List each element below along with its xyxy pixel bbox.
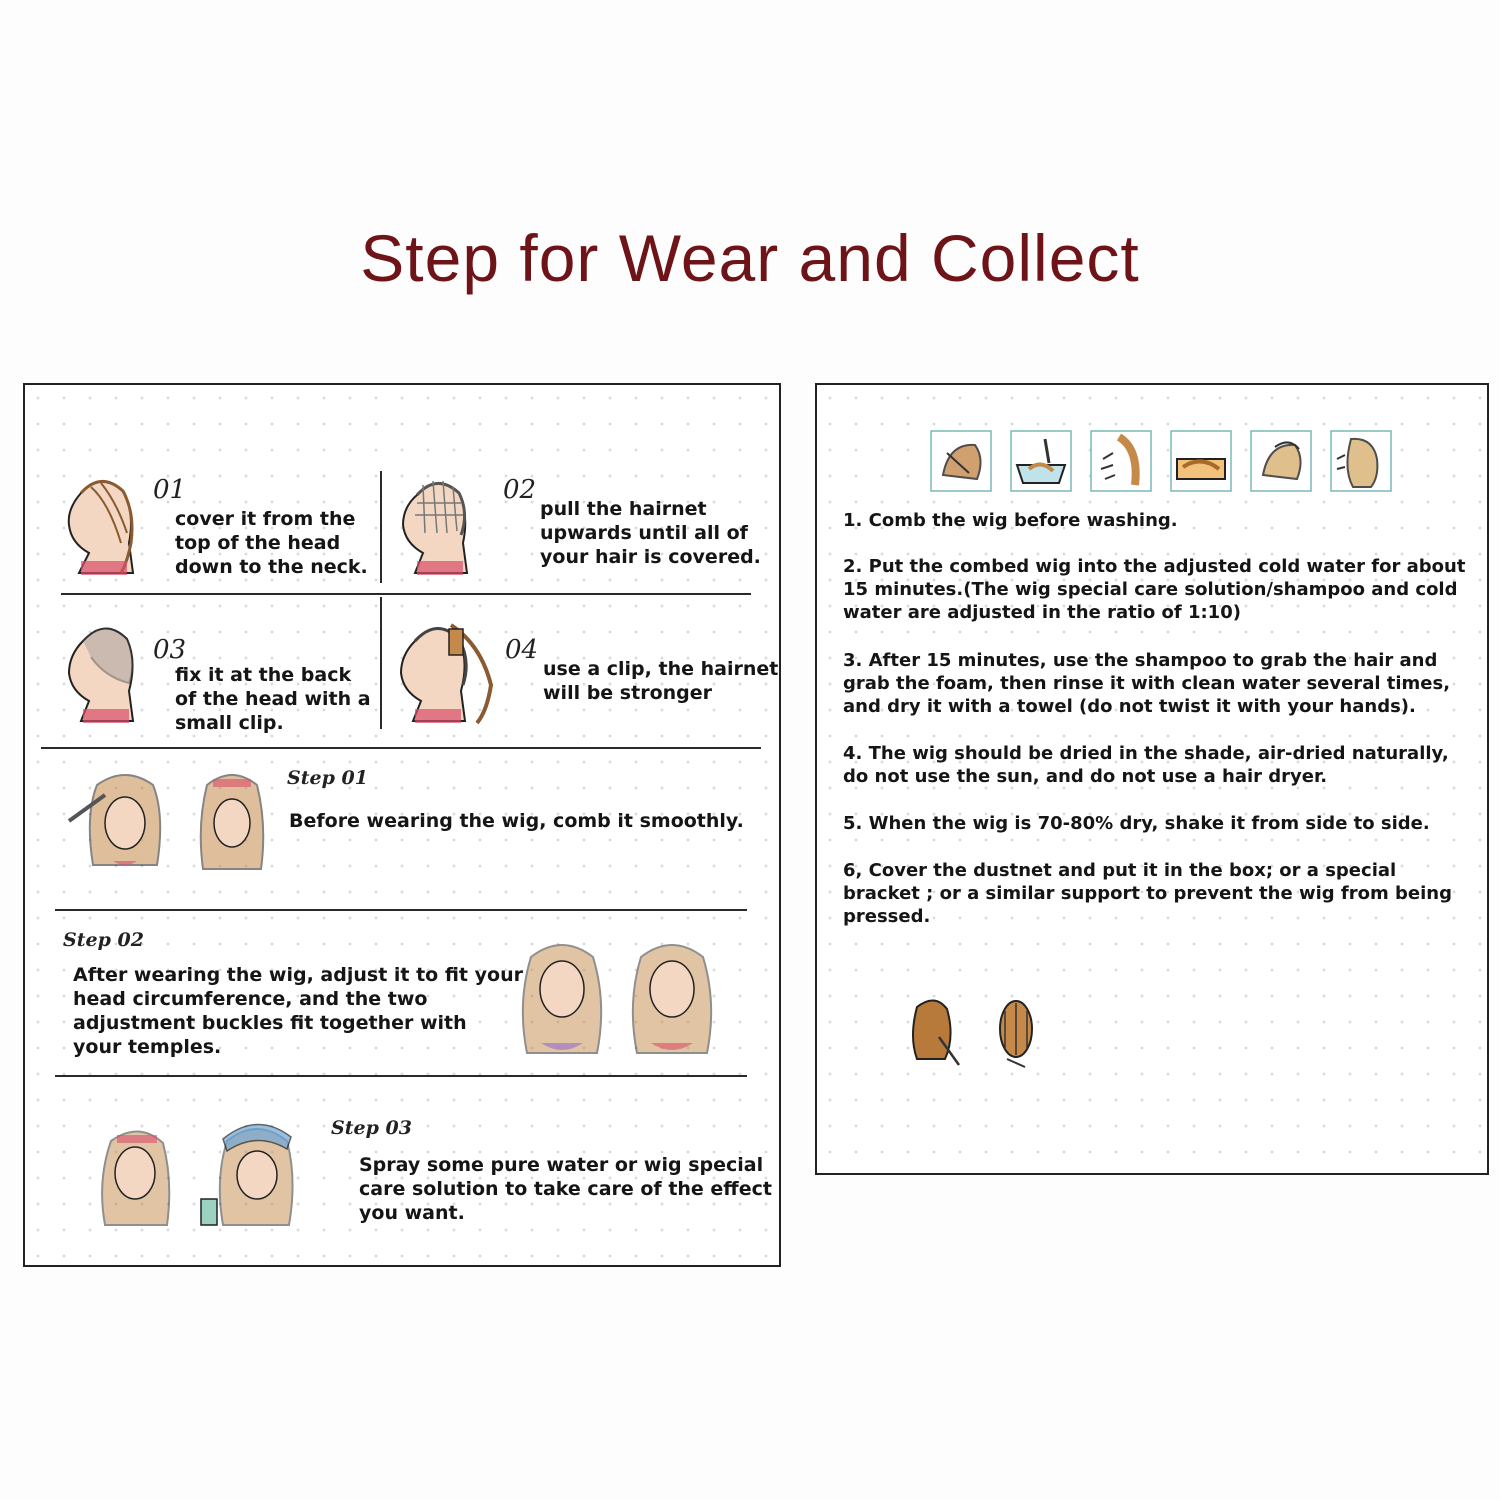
care-step-5: 5. When the wig is 70-80% dry, shake it from side to side.: [843, 813, 1430, 834]
wash-basin-icon: [1009, 429, 1073, 493]
section-divider-3: [55, 1075, 747, 1077]
care-step-1: 1. Comb the wig before washing.: [843, 510, 1178, 531]
comb-wig-icon: [929, 429, 993, 493]
wig-on-stand-icon: [907, 997, 967, 1069]
grid-divider-top: [380, 471, 382, 583]
wig-side-icon: [91, 1121, 181, 1229]
step-number-04: 04: [505, 635, 539, 665]
comb-wig-front-icon: [65, 765, 175, 875]
step-number-02: 02: [503, 475, 537, 505]
wig-in-dustnet-icon: [993, 997, 1039, 1069]
care-step-2: 2. Put the combed wig into the adjusted cold water for about 15 minutes.(The wig special care solution/shampoo and cold water are adjusted in the ratio of 1:10): [843, 556, 1466, 623]
step-text-04: use a clip, the hairnet will be stronger: [543, 658, 779, 704]
air-dry-icon: [1249, 429, 1313, 493]
care-instructions-panel: [815, 383, 1489, 1175]
spray-care-icon: [197, 1115, 307, 1229]
step-number-01: 01: [153, 475, 187, 505]
care-icons-row: [929, 429, 1399, 495]
step-text-wear-01: Before wearing the wig, comb it smoothly.: [289, 810, 744, 832]
towel-dry-icon: [1169, 429, 1233, 493]
hairnet-pull-icon: [395, 473, 475, 578]
hairnet-clip-icon: [391, 615, 501, 727]
grid-divider-middle: [61, 593, 751, 595]
step-text-01: cover it from the top of the head down to the neck.: [175, 508, 368, 578]
care-step-3: 3. After 15 minutes, use the shampoo to grab the hair and grab the foam, then rinse it with clean water several times, and dry it with a towel (do not twist it with your hands).: [843, 650, 1451, 717]
step-label-03: Step 03: [331, 1117, 412, 1139]
step-label-01: Step 01: [287, 767, 368, 789]
hairnet-back-icon: [61, 617, 141, 725]
step-text-03: fix it at the back of the head with a small clip.: [175, 664, 371, 734]
combed-wig-icon: [197, 765, 267, 875]
section-divider-1: [41, 747, 761, 749]
step-text-02: pull the hairnet upwards until all of your hair is covered.: [540, 498, 761, 568]
step-text-wear-03: Spray some pure water or wig special care solution to take care of the effect you want.: [359, 1154, 772, 1224]
wear-instructions-panel: [23, 383, 781, 1267]
care-step-6: 6, Cover the dustnet and put it in the box; or a special bracket ; or a similar support to prevent the wig from being pressed.: [843, 860, 1452, 927]
wig-adjusted-icon: [627, 933, 717, 1061]
grid-divider-bottom: [380, 597, 382, 729]
section-divider-2: [55, 909, 747, 911]
page-title: Step for Wear and Collect: [360, 221, 1140, 295]
hairnet-head-icon: [61, 473, 141, 578]
step-number-03: 03: [153, 635, 187, 665]
wig-worn-front-icon: [517, 933, 607, 1061]
rinse-hair-icon: [1089, 429, 1153, 493]
shake-wig-icon: [1329, 429, 1393, 493]
care-step-4: 4. The wig should be dried in the shade, air-dried naturally, do not use the sun, and do not use a hair dryer.: [843, 743, 1449, 787]
step-label-02: Step 02: [63, 929, 144, 951]
step-text-wear-02: After wearing the wig, adjust it to fit your head circumference, and the two adjustment buckles fit together with your temples.: [73, 964, 523, 1058]
